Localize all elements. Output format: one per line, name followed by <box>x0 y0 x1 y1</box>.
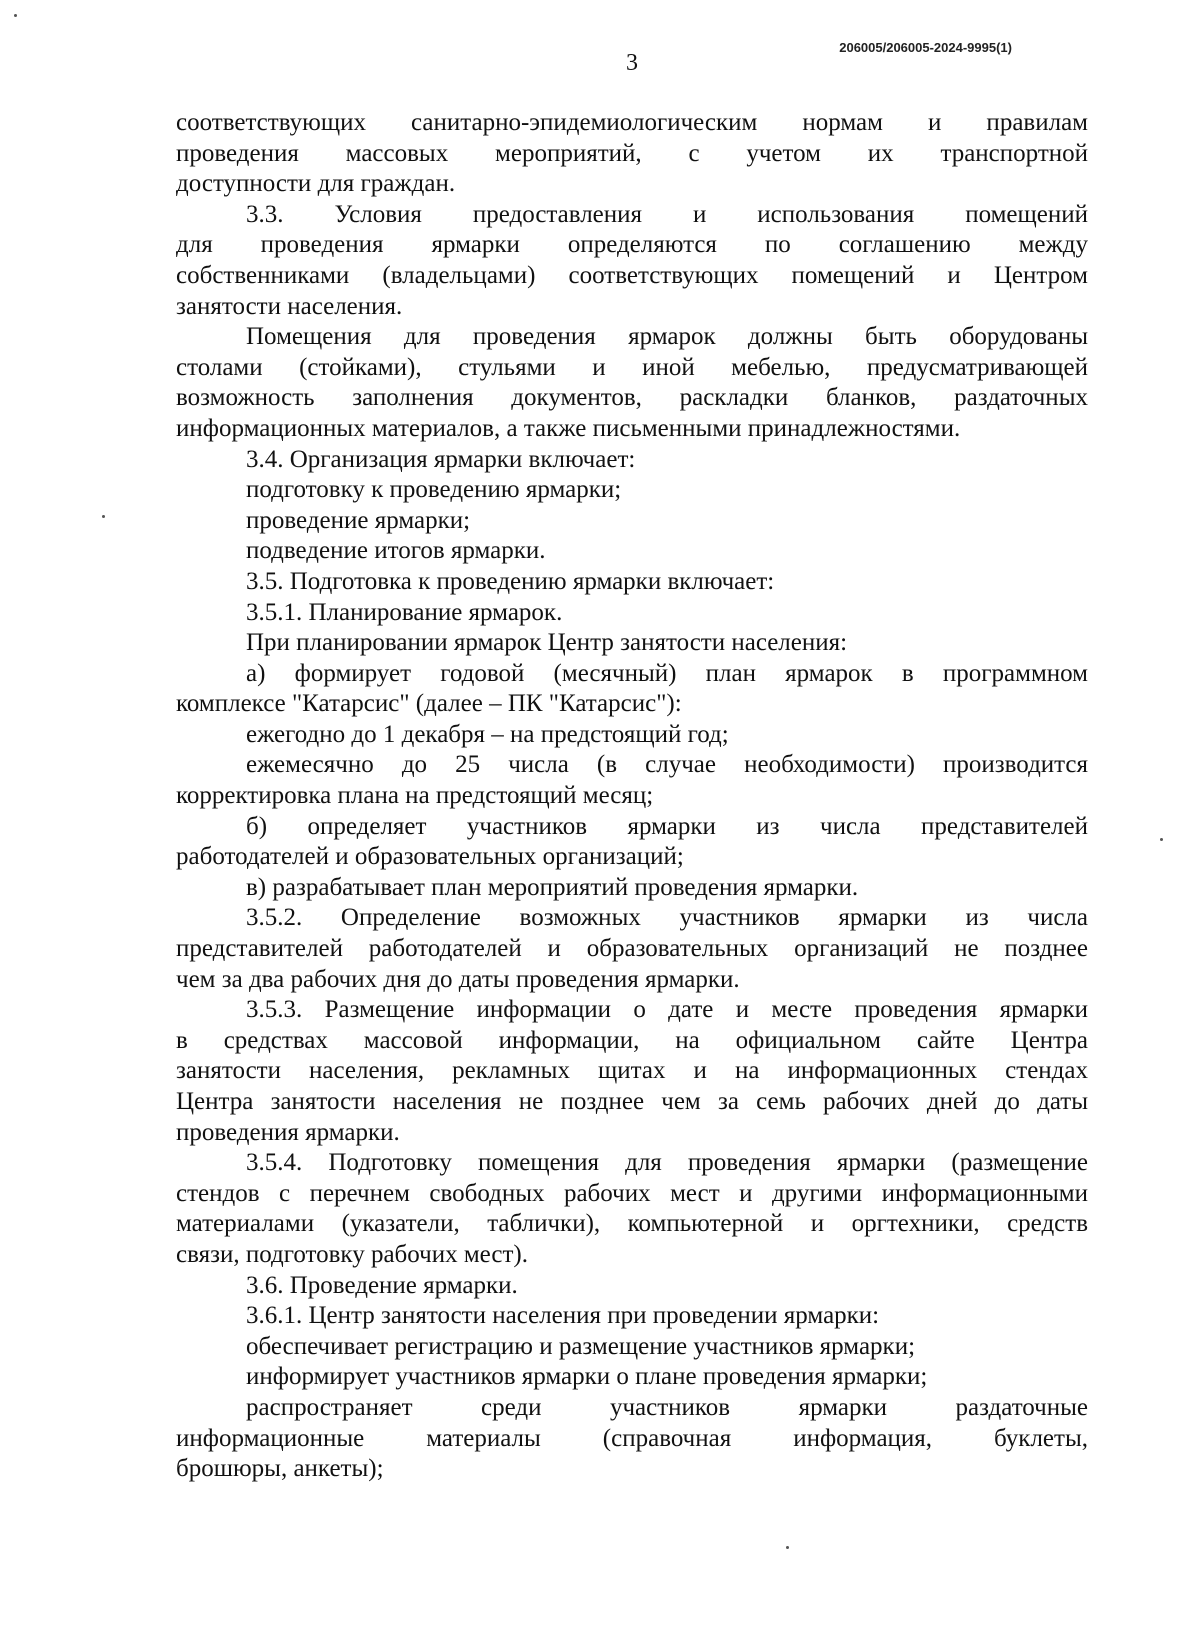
text-line: а) формирует годовой (месячный) план ярмарок в программном <box>246 659 1088 687</box>
text-line: 3.5.2. Определение возможных участников ярмарки из числа <box>246 904 1088 932</box>
text-line: 3.5.3. Размещение информации о дате и месте проведения ярмарки <box>246 996 1088 1024</box>
text-line: проведения массовых мероприятий, с учетом их транспортной <box>176 139 1088 167</box>
text-line: возможность заполнения документов, раскладки бланков, раздаточных <box>176 384 1088 412</box>
text-line: собственниками (владельцами) соответствующих помещений и Центром <box>176 261 1088 289</box>
text-line: информирует участников ярмарки о плане проведения ярмарки; <box>246 1363 928 1391</box>
text-line: чем за два рабочих дня до даты проведения ярмарки. <box>176 965 740 993</box>
text-line: для проведения ярмарки определяются по соглашению между <box>176 231 1088 259</box>
text-line: 3.5.4. Подготовку помещения для проведения ярмарки (размещение <box>246 1149 1088 1177</box>
text-line: 3.4. Организация ярмарки включает: <box>246 445 636 473</box>
text-line: информационные материалы (справочная информация, буклеты, <box>176 1424 1088 1452</box>
text-line: подготовку к проведению ярмарки; <box>246 476 622 504</box>
text-line: связи, подготовку рабочих мест). <box>176 1240 528 1268</box>
text-line: занятости населения, рекламных щитах и на информационных стендах <box>176 1057 1088 1085</box>
text-line: столами (стойками), стульями и иной мебелью, предусматривающей <box>176 353 1088 381</box>
text-line: ежемесячно до 25 числа (в случае необходимости) производится <box>246 751 1088 779</box>
text-line: комплексе "Катарсис" (далее – ПК "Катарсис"): <box>176 690 682 718</box>
text-line: в средствах массовой информации, на официальном сайте Центра <box>176 1026 1088 1054</box>
scan-speck <box>14 14 17 17</box>
text-line: 3.6. Проведение ярмарки. <box>246 1271 518 1299</box>
text-line: в) разрабатывает план мероприятий проведения ярмарки. <box>246 873 859 901</box>
text-line: 3.6.1. Центр занятости населения при проведении ярмарки: <box>246 1302 880 1330</box>
text-line: распространяет среди участников ярмарки раздаточные <box>246 1393 1088 1421</box>
text-line: занятости населения. <box>176 292 403 320</box>
text-line: Центра занятости населения не позднее чем за семь рабочих дней до даты <box>176 1088 1088 1115</box>
text-line: корректировка плана на предстоящий месяц; <box>176 782 654 810</box>
document-body <box>176 108 1088 1485</box>
scan-speck <box>102 515 105 518</box>
text-line: подведение итогов ярмарки. <box>246 537 546 565</box>
page-number: 3 <box>626 50 638 76</box>
text-line: При планировании ярмарок Центр занятости населения: <box>246 629 848 657</box>
text-line: 3.3. Условия предоставления и использования помещений <box>246 200 1088 228</box>
text-line: проведение ярмарки; <box>246 506 471 534</box>
text-line: Помещения для проведения ярмарок должны быть оборудованы <box>246 323 1088 351</box>
text-line: брошюры, анкеты); <box>176 1455 384 1483</box>
text-line: работодателей и образовательных организаций; <box>176 843 684 871</box>
scan-speck <box>1160 838 1163 841</box>
text-line: представителей работодателей и образовательных организаций не позднее <box>176 935 1088 963</box>
text-line: информационных материалов, а также письменными принадлежностями. <box>176 414 961 442</box>
text-line: доступности для граждан. <box>176 170 456 198</box>
text-line: обеспечивает регистрацию и размещение участников ярмарки; <box>246 1332 916 1360</box>
text-line: 3.5. Подготовка к проведению ярмарки включает: <box>246 567 775 595</box>
text-line: стендов с перечнем свободных рабочих мест и другими информационными <box>176 1179 1088 1207</box>
document-id: 206005/206005-2024-9995(1) <box>839 40 1012 55</box>
text-line: материалами (указатели, таблички), компьютерной и оргтехники, средств <box>176 1210 1088 1238</box>
text-line: соответствующих санитарно-эпидемиологическим нормам и правилам <box>176 109 1088 136</box>
scan-speck <box>786 1546 789 1549</box>
text-line: б) определяет участников ярмарки из числа представителей <box>246 812 1088 840</box>
text-line: ежегодно до 1 декабря – на предстоящий год; <box>246 720 729 748</box>
text-line: 3.5.1. Планирование ярмарок. <box>246 598 563 626</box>
text-line: проведения ярмарки. <box>176 1118 400 1146</box>
